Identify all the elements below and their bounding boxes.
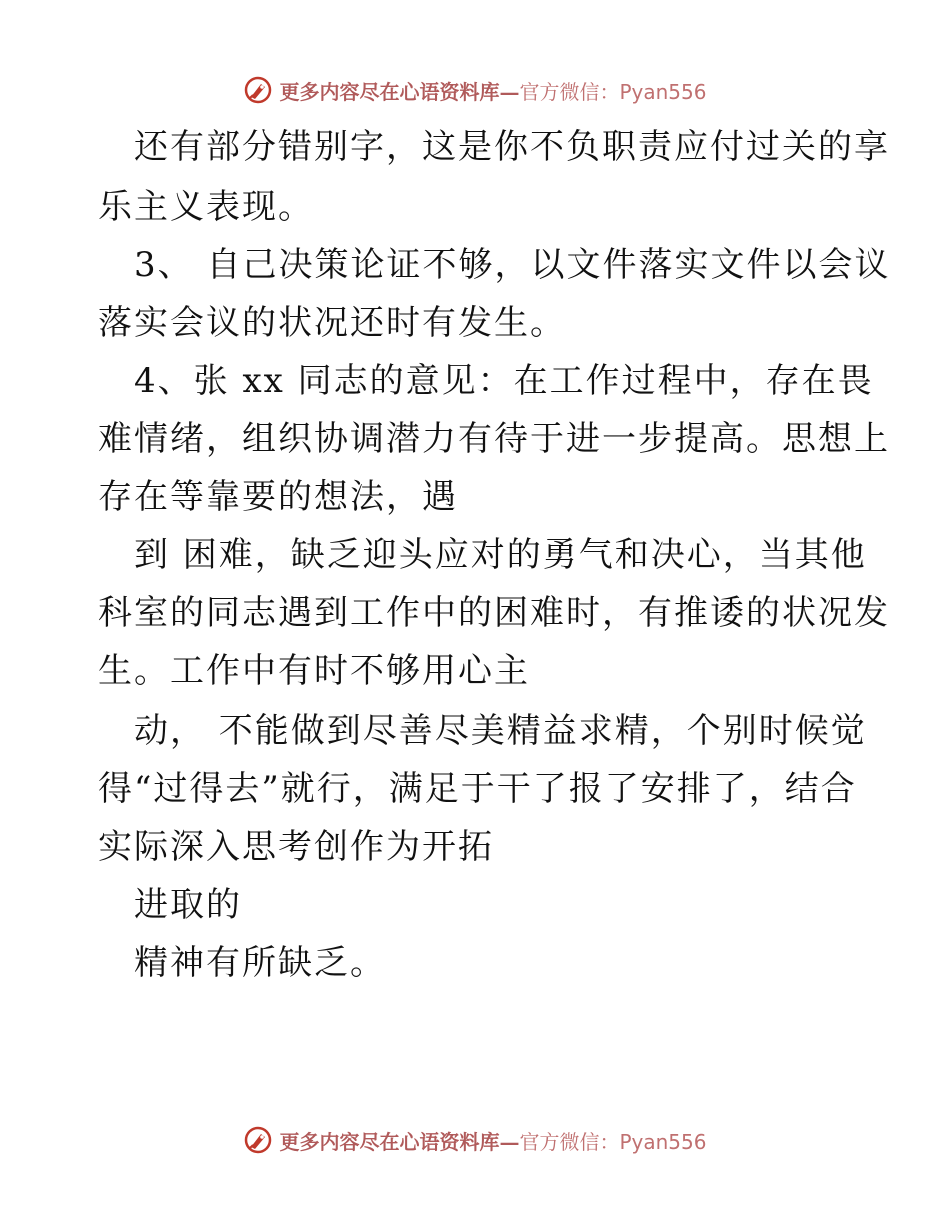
- header-watermark: [0, 70, 950, 110]
- watermark-wechat-text: 官方微信：Pyan556: [519, 1129, 707, 1154]
- footer-watermark: [0, 1120, 950, 1160]
- pen-nib-logo-icon: [243, 1125, 273, 1155]
- text-line: 3、 自己决策论证不够，以文件落实文件以会议: [134, 245, 891, 285]
- text-line: 落实会议的状况还时有发生。: [98, 303, 566, 343]
- text-line: 存在等靠要的想法，遇: [98, 477, 458, 517]
- watermark-wechat-text: 官方微信：Pyan556: [519, 79, 707, 104]
- text-line: 科室的同志遇到工作中的困难时，有推诿的状况发: [98, 593, 890, 633]
- text-line: 进取的: [134, 885, 242, 925]
- text-line: 难情绪，组织协调潜力有待于进一步提高。思想上: [98, 419, 890, 459]
- watermark-main-text: 更多内容尽在心语资料库—: [279, 1129, 520, 1154]
- text-line: 得“过得去”就行，满足于干了报了安排了，结合: [98, 769, 857, 809]
- pen-nib-logo-icon: [243, 75, 273, 105]
- text-line: 生。工作中有时不够用心主: [98, 651, 530, 691]
- text-line: 乐主义表现。: [98, 187, 314, 227]
- text-line: 动， 不能做到尽善尽美精益求精，个别时候觉: [134, 711, 867, 751]
- text-line: 精神有所缺乏。: [134, 943, 386, 983]
- text-line: 还有部分错别字，这是你不负职责应付过关的享: [134, 127, 890, 167]
- text-line: 实际深入思考创作为开拓: [98, 827, 494, 867]
- watermark-main-text: 更多内容尽在心语资料库—: [279, 79, 520, 104]
- text-line: 到 困难，缺乏迎头应对的勇气和决心，当其他: [134, 535, 867, 575]
- text-line: 4、张 xx 同志的意见：在工作过程中，存在畏: [134, 361, 874, 401]
